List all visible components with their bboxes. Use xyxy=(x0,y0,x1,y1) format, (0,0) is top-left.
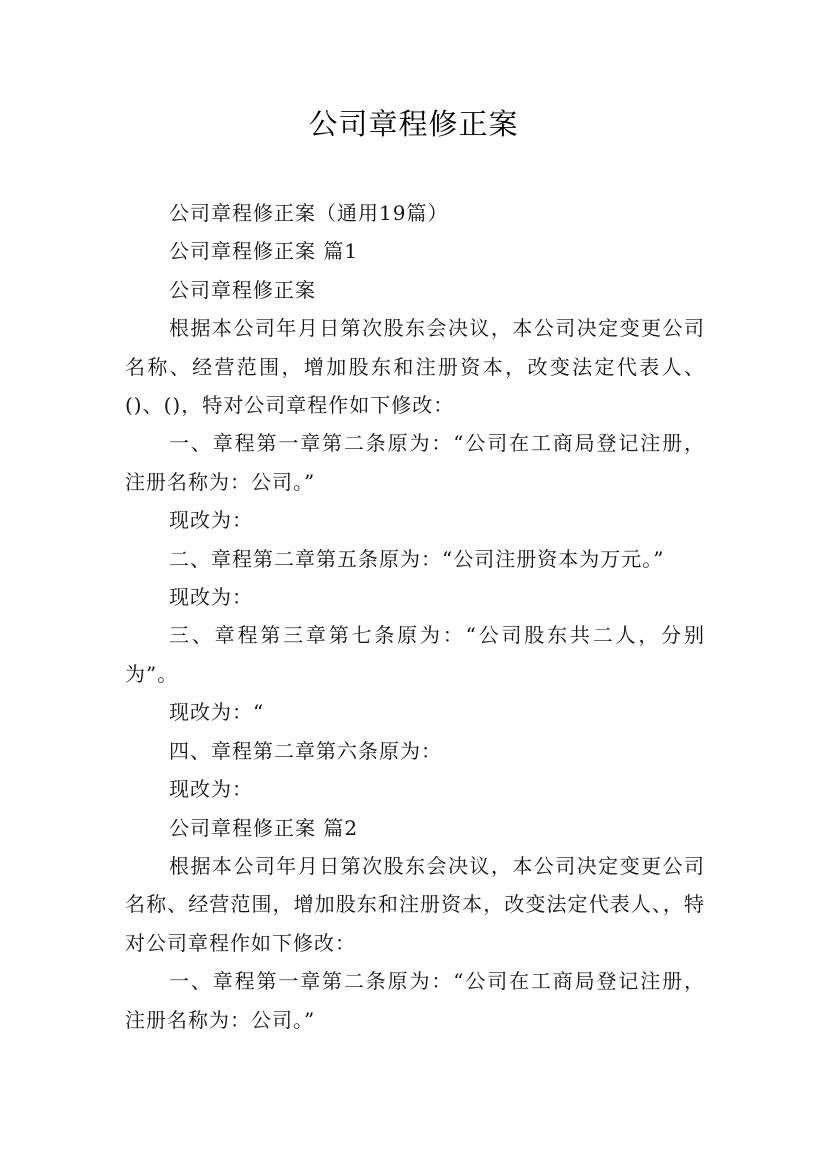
document-title: 公司章程修正案 xyxy=(308,107,519,141)
clause-4-original: 四、章程第二章第六条原为： xyxy=(169,738,442,763)
clause-4-revised: 现改为： xyxy=(169,777,253,802)
section-heading-2: 公司章程修正案 篇2 xyxy=(169,815,359,840)
clause-2-original: 二、章程第二章第五条原为：“公司注册资本为万元。” xyxy=(169,546,665,571)
intro-paragraph-2: 根据本公司年月日第次股东会决议，本公司决定变更公司名称、经营范围，增加股东和注册资本，改变法定代表人、，特对公司章程作如下修改： xyxy=(125,853,705,955)
collection-title-paragraph: 公司章程修正案（通用19篇） xyxy=(169,201,449,225)
clause-1-revised: 现改为： xyxy=(169,508,253,533)
clause-1-original-2: 一、章程第一章第二条原为：“公司在工商局登记注册，注册名称为：公司。” xyxy=(125,969,705,1032)
intro-paragraph: 根据本公司年月日第次股东会决议，本公司决定变更公司名称、经营范围，增加股东和注册资本，改变法定代表人、()、()，特对公司章程作如下修改： xyxy=(125,316,705,418)
clause-2-revised: 现改为： xyxy=(169,585,253,610)
document-body xyxy=(125,194,705,1039)
clause-3-revised: 现改为：“ xyxy=(169,700,265,725)
clause-3-original: 三、章程第三章第七条原为：“公司股东共二人，分别为”。 xyxy=(125,623,705,686)
section-heading-1: 公司章程修正案 篇1 xyxy=(169,239,359,264)
amendment-heading: 公司章程修正案 xyxy=(169,277,316,302)
clause-1-original: 一、章程第一章第二条原为：“公司在工商局登记注册，注册名称为：公司。” xyxy=(125,431,705,494)
